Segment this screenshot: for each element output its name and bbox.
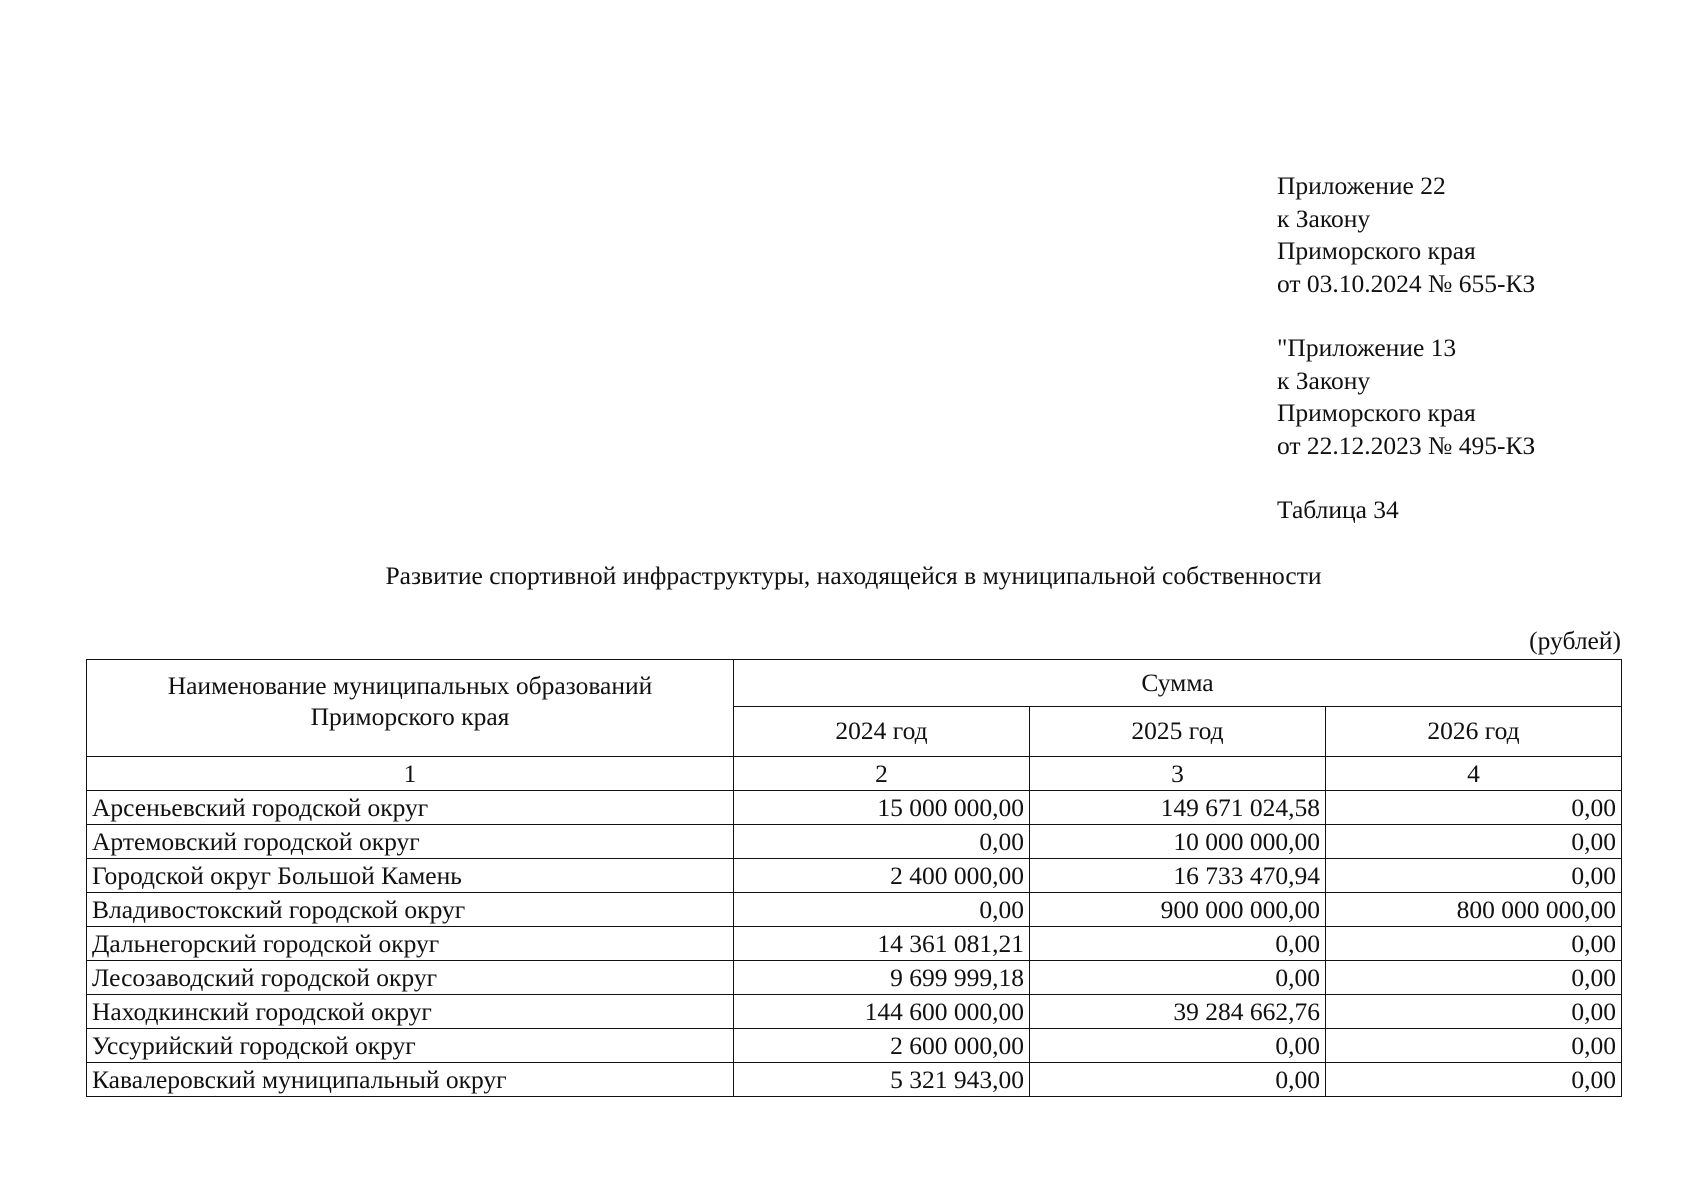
- municipality-name: Артемовский городской округ: [87, 825, 734, 859]
- amount-2026: 0,00: [1326, 1029, 1622, 1063]
- table-row: [87, 825, 1622, 859]
- header-municipality-label: Наименование муниципальных образований Приморского края: [167, 671, 653, 731]
- amount-2024: 0,00: [734, 893, 1030, 927]
- table-row: [87, 1029, 1622, 1063]
- budget-table: [86, 659, 1622, 1097]
- amount-2026: 0,00: [1326, 791, 1622, 825]
- column-index: 2: [734, 757, 1030, 791]
- amount-2024: 14 361 081,21: [734, 927, 1030, 961]
- amount-2026: 0,00: [1326, 961, 1622, 995]
- amount-2024: 9 699 999,18: [734, 961, 1030, 995]
- annex-line: "Приложение 13: [1277, 333, 1457, 362]
- annex-line: к Закону: [1277, 203, 1371, 233]
- annex-line: Приложение 22: [1277, 171, 1446, 200]
- annex-current: [1277, 170, 1535, 300]
- municipality-name: Находкинский городской округ: [87, 995, 734, 1029]
- municipality-name: Лесозаводский городской округ: [87, 961, 734, 995]
- annex-line: от 03.10.2024 № 655-КЗ: [1277, 268, 1536, 298]
- amount-2024: 0,00: [734, 825, 1030, 859]
- table-number: Таблица 34: [1277, 495, 1399, 524]
- amount-2024: 2 600 000,00: [734, 1029, 1030, 1063]
- municipality-name: Кавалеровский муниципальный округ: [87, 1063, 734, 1097]
- amount-2025: 0,00: [1030, 1063, 1326, 1097]
- municipality-name: Арсеньевский городской округ: [87, 791, 734, 825]
- amount-2024: 5 321 943,00: [734, 1063, 1030, 1097]
- amount-2025: 39 284 662,76: [1030, 995, 1326, 1029]
- column-index: 1: [87, 757, 734, 791]
- header-sum: Сумма: [734, 660, 1622, 707]
- amount-2024: 15 000 000,00: [734, 791, 1030, 825]
- annex-line: Приморского края: [1277, 398, 1476, 427]
- column-index-row: [87, 757, 1622, 791]
- table-row: [87, 1063, 1622, 1097]
- annex-header: [1277, 170, 1535, 462]
- document-title: Развитие спортивной инфраструктуры, находящейся в муниципальной собственности: [385, 561, 1322, 590]
- amount-2025: 0,00: [1030, 961, 1326, 995]
- table-row: [87, 995, 1622, 1029]
- header-year-2024: 2024 год: [734, 706, 1030, 756]
- amount-2026: 0,00: [1326, 859, 1622, 893]
- table-row: [87, 859, 1622, 893]
- annex-line: Приморского края: [1277, 236, 1476, 265]
- amount-2026: 0,00: [1326, 927, 1622, 961]
- municipality-name: Владивостокский городской округ: [87, 893, 734, 927]
- header-year-2025: 2025 год: [1030, 706, 1326, 756]
- amount-2025: 900 000 000,00: [1030, 893, 1326, 927]
- table-row: [87, 893, 1622, 927]
- table-row: [87, 927, 1622, 961]
- amount-2024: 2 400 000,00: [734, 859, 1030, 893]
- amount-2026: 800 000 000,00: [1326, 893, 1622, 927]
- amount-2025: 0,00: [1030, 927, 1326, 961]
- amount-2025: 0,00: [1030, 1029, 1326, 1063]
- column-index: 4: [1326, 757, 1622, 791]
- table-row: [87, 791, 1622, 825]
- table-row: [87, 961, 1622, 995]
- amount-2026: 0,00: [1326, 825, 1622, 859]
- amount-2026: 0,00: [1326, 1063, 1622, 1097]
- amount-2025: 10 000 000,00: [1030, 825, 1326, 859]
- amount-2025: 149 671 024,58: [1030, 791, 1326, 825]
- annex-previous: [1277, 332, 1535, 462]
- amount-2025: 16 733 470,94: [1030, 859, 1326, 893]
- amount-2026: 0,00: [1326, 995, 1622, 1029]
- amount-2024: 144 600 000,00: [734, 995, 1030, 1029]
- municipality-name: Городской округ Большой Камень: [87, 859, 734, 893]
- municipality-name: Дальнегорский городской округ: [87, 927, 734, 961]
- units-label: (рублей): [1529, 626, 1621, 655]
- municipality-name: Уссурийский городской округ: [87, 1029, 734, 1063]
- annex-line: от 22.12.2023 № 495-КЗ: [1277, 430, 1536, 460]
- column-index: 3: [1030, 757, 1326, 791]
- annex-line: к Закону: [1277, 365, 1371, 395]
- header-municipality: [87, 660, 734, 757]
- header-year-2026: 2026 год: [1326, 706, 1622, 756]
